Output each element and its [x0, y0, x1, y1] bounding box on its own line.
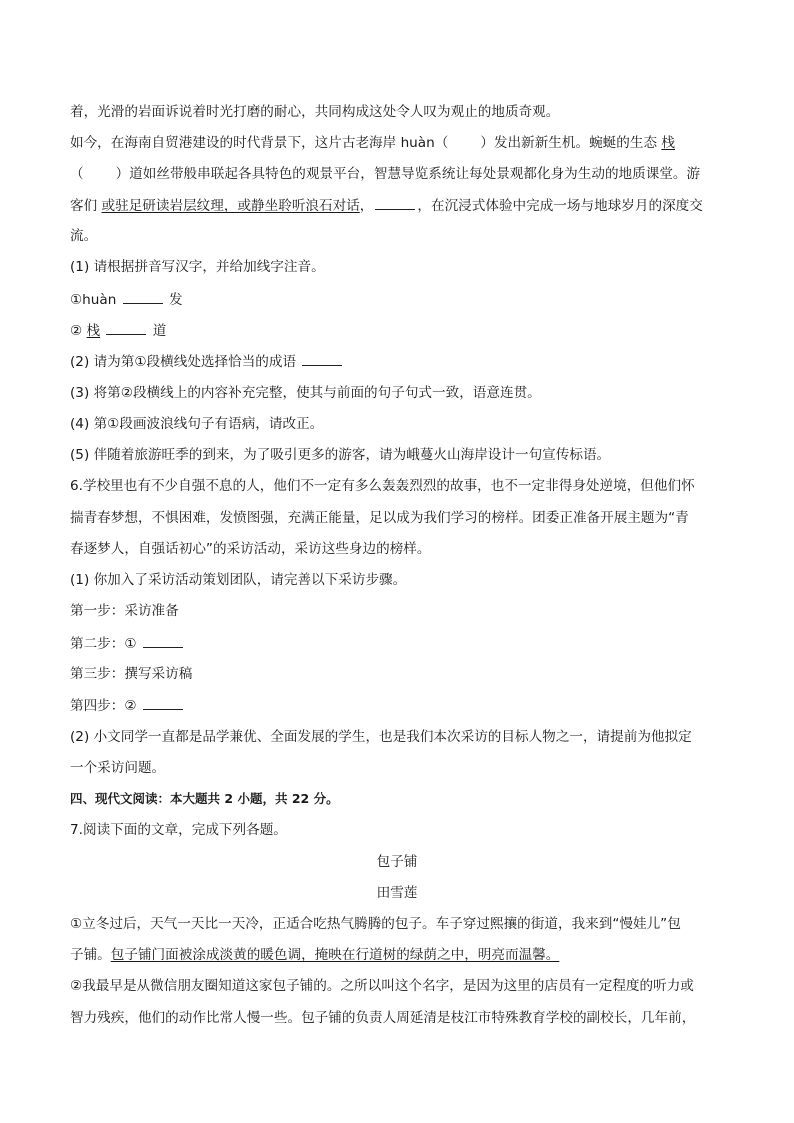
para1-line1	[70, 103, 720, 121]
question-2	[70, 352, 720, 371]
wavy-underlined-sentence: 或驻足研读岩层纹理，或静坐聆听浪石对话	[101, 198, 360, 214]
text: 智力残疾，他们的动作比常人慢一些。包子铺的负责人周延清是枝江市特殊教育学校的副校长，几年前，	[70, 1010, 696, 1026]
q6-step4	[70, 696, 720, 715]
text: （	[70, 166, 84, 182]
text: ②	[70, 323, 83, 339]
q6-sub2-line2	[70, 759, 720, 777]
q6-step3	[70, 665, 720, 683]
q7-prompt	[70, 821, 720, 839]
text: 四、现代文阅读：本大题共	[70, 791, 221, 806]
text: 第三步：撰写采访稿	[70, 666, 193, 682]
text: ）道如丝带般串联起各具特色的观景平台，智慧导览系统让每处景观都化身为生动的地质课堂。游	[115, 166, 701, 182]
text: ）发出新新生机。蜿蜒的生态	[480, 135, 658, 151]
answer-blank[interactable]	[143, 696, 183, 710]
text: 春逐梦人，自强话初心”的采访活动，采访这些身边的榜样。	[70, 541, 431, 557]
text: 小题，共	[237, 791, 288, 806]
text: 2	[224, 791, 234, 806]
q6-step1	[70, 602, 720, 620]
text: 22	[291, 791, 310, 806]
text: (2) 小文同学一直都是品学兼优、全面发展的学生，也是我们本次采访的目标人物之一，请提前为他拟定	[70, 729, 692, 745]
question-4	[70, 415, 720, 433]
text: (4) 第①段画波浪线句子有语病，请改正。	[70, 416, 324, 432]
q6-line2	[70, 509, 720, 527]
text: 包子铺	[376, 854, 418, 870]
text: 揣青春梦想，不惧困难，发愤图强，充满正能量，足以成为我们学习的榜样。团委正准备开展主题为“青	[70, 510, 689, 526]
question-1a	[70, 290, 720, 309]
text: (2) 请为第①段横线处选择恰当的成语	[70, 354, 297, 370]
text: ①huàn	[70, 292, 117, 308]
text: 发	[169, 292, 183, 308]
text: 流。	[70, 228, 98, 244]
question-5	[70, 446, 720, 464]
text: 道	[152, 323, 167, 339]
q6-step2	[70, 634, 720, 653]
article-title	[0, 853, 794, 871]
answer-blank[interactable]	[375, 196, 415, 210]
question-1b	[70, 321, 720, 340]
answer-blank[interactable]	[302, 352, 342, 366]
text: (3) 将第②段横线上的内容补充完整，使其与前面的句子句式一致，语意连贯。	[70, 385, 541, 401]
para1-line4	[70, 196, 720, 215]
answer-blank[interactable]	[143, 634, 183, 648]
article-p2-line1	[70, 977, 720, 995]
text: ，	[359, 198, 374, 214]
article-author	[0, 884, 794, 902]
section-heading	[70, 790, 720, 808]
q6-line3	[70, 540, 720, 558]
text: 客们	[70, 198, 98, 214]
para1-line5	[70, 227, 720, 245]
text: 7.阅读下面的文章，完成下列各题。	[70, 822, 287, 838]
q6-sub1	[70, 571, 720, 589]
text: 第一步：采访准备	[70, 603, 179, 619]
article-p2-line2	[70, 1009, 720, 1027]
para1-line2	[70, 134, 720, 152]
text: ②我最早是从微信朋友圈知道这家包子铺的。之所以叫这个名字，是因为这里的店员有一定程度的听力或	[70, 978, 694, 994]
text: (5) 伴随着旅游旺季的到来，为了吸引更多的游客，请为峨蔓火山海岸设计一句宣传标语。	[70, 447, 611, 463]
article-p1-line2	[70, 946, 720, 964]
text: 第四步：②	[70, 698, 137, 714]
underlined-sentence: 包子铺门面被涂成淡黄的暖色调，掩映在行道树的绿荫之中，明亮而温馨。	[110, 947, 560, 963]
text: 田雪莲	[376, 885, 418, 901]
text: 分。	[313, 791, 339, 806]
text: 第二步：①	[70, 636, 137, 652]
question-3	[70, 384, 720, 402]
underlined-char: 栈	[661, 135, 675, 151]
answer-blank[interactable]	[123, 290, 163, 304]
text: 子铺。	[70, 947, 111, 963]
article-p1-line1	[70, 915, 720, 933]
para1-line3	[70, 165, 720, 183]
text: (1) 请根据拼音写汉字，并给加线字注音。	[70, 259, 325, 275]
text: (1) 你加入了采访活动策划团队，请完善以下采访步骤。	[70, 572, 407, 588]
q6-line1	[70, 477, 720, 495]
text: ，在沉浸式体验中完成一场与地球岁月的深度交	[417, 198, 703, 214]
text: 着，光滑的岩面诉说着时光打磨的耐心，共同构成这处令人叹为观止的地质奇观。	[70, 104, 560, 120]
text: 如今，在海南自贸港建设的时代背景下，这片古老海岸 huàn（	[70, 135, 449, 151]
question-1	[70, 258, 720, 276]
text: 一个采访问题。	[70, 760, 166, 776]
text: ①立冬过后，天气一天比一天冷，正适合吃热气腾腾的包子。车子穿过熙攘的街道，我来到“慢娃儿”包	[70, 916, 681, 932]
q6-sub2-line1	[70, 728, 720, 746]
answer-blank[interactable]	[106, 321, 146, 335]
text: 6.学校里也有不少自强不息的人，他们不一定有多么轰轰烈烈的故事，也不一定非得身处逆境，但他们怀	[70, 478, 695, 494]
underlined-char: 栈	[86, 323, 101, 339]
